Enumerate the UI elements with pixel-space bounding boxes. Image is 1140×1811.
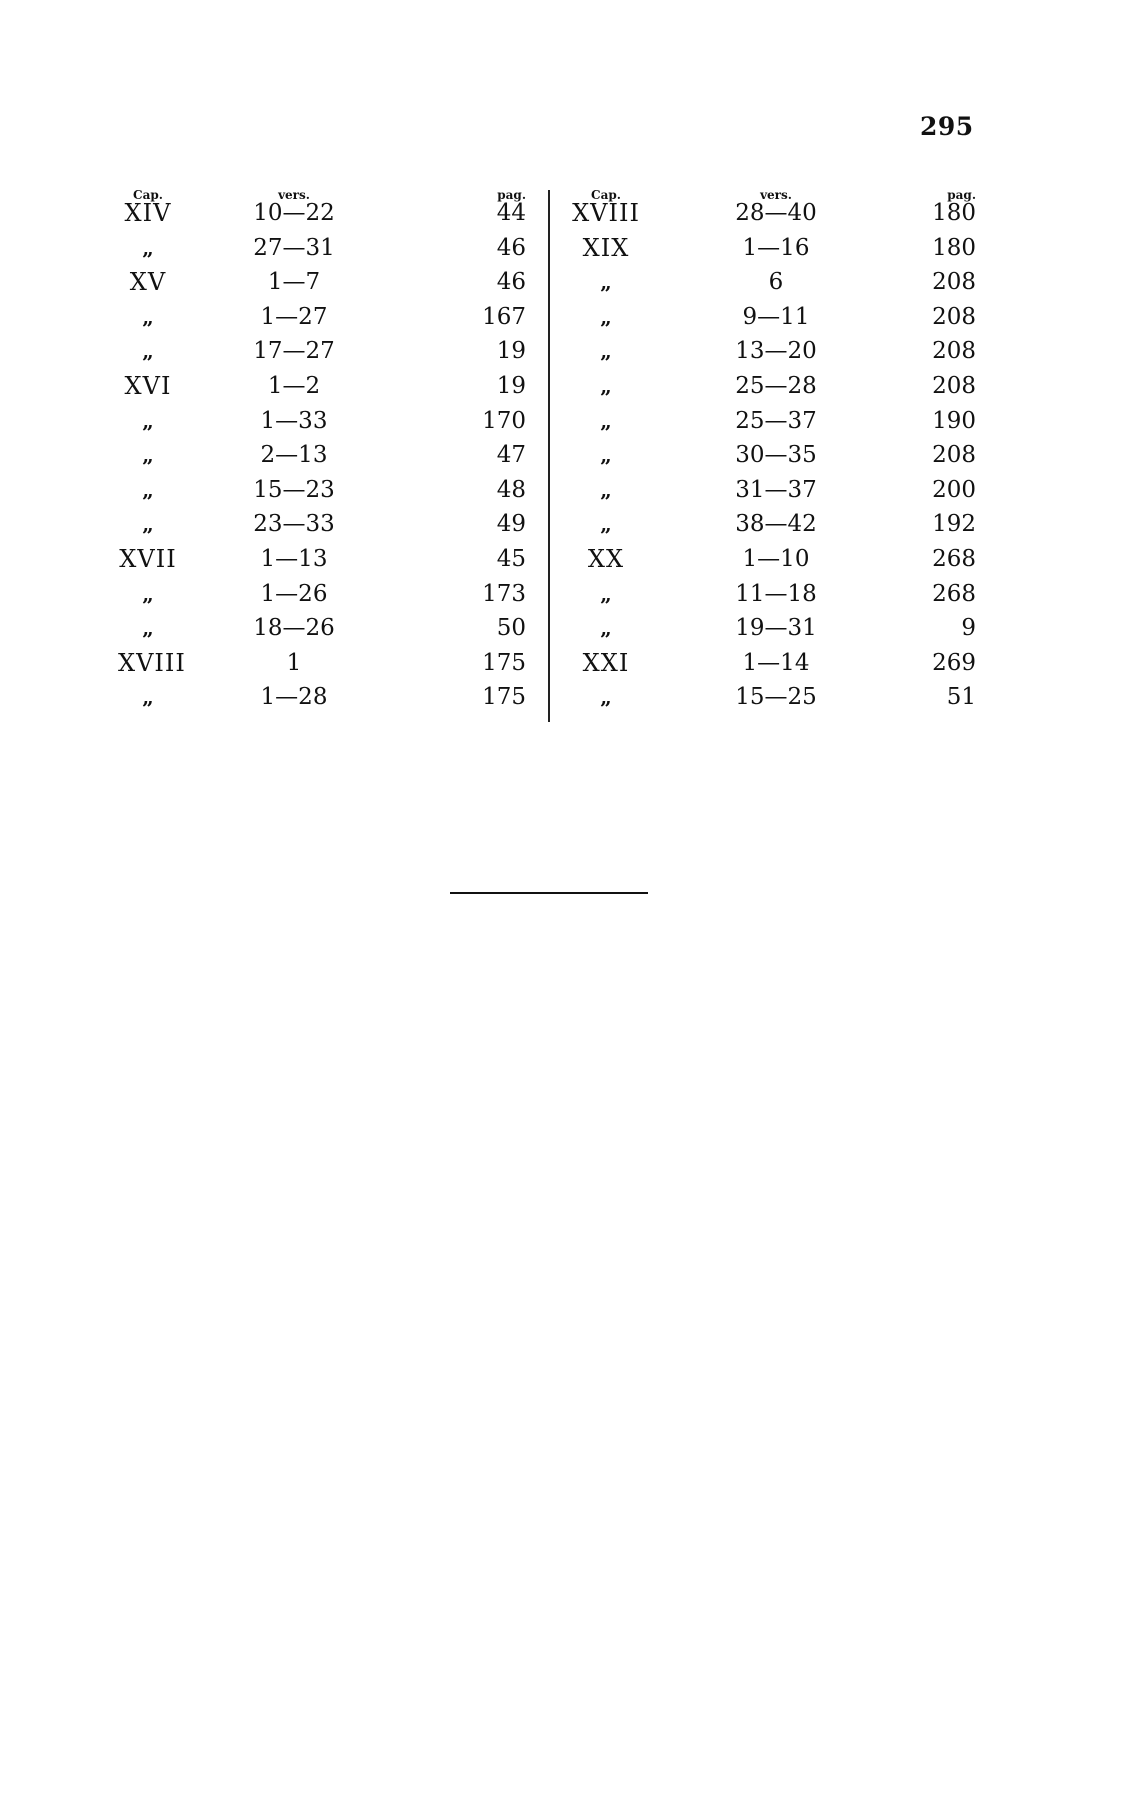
chapter-cell: „ bbox=[600, 477, 612, 502]
verses-cell: 1 bbox=[286, 649, 302, 676]
verses-cell: 31—37 bbox=[735, 476, 817, 503]
index-row bbox=[566, 646, 986, 680]
verses-cell: 15—25 bbox=[735, 684, 817, 711]
page-cell: 9 bbox=[961, 615, 976, 642]
index-row bbox=[118, 646, 538, 680]
chapter-cell: „ bbox=[142, 304, 154, 329]
header-pag: pag. bbox=[947, 188, 976, 202]
header-pag: pag. bbox=[497, 188, 526, 202]
index-row bbox=[566, 231, 986, 265]
chapter-cell: XVIII bbox=[118, 648, 186, 677]
index-row bbox=[118, 231, 538, 265]
chapter-cell: „ bbox=[142, 477, 154, 502]
page-cell: 208 bbox=[932, 338, 976, 365]
page-cell: 208 bbox=[932, 442, 976, 469]
index-row bbox=[566, 438, 986, 472]
page-number: 295 bbox=[920, 112, 974, 141]
header-cap: Cap. bbox=[133, 188, 163, 202]
chapter-cell: XV bbox=[129, 268, 167, 297]
verses-cell: 23—33 bbox=[253, 511, 335, 538]
chapter-cell: XIX bbox=[582, 233, 630, 262]
index-row bbox=[566, 507, 986, 541]
index-row bbox=[566, 680, 986, 714]
page-cell: 208 bbox=[932, 269, 976, 296]
index-row bbox=[118, 438, 538, 472]
index-row bbox=[118, 611, 538, 645]
header-vers: vers. bbox=[278, 188, 310, 202]
page-cell: 175 bbox=[482, 684, 526, 711]
chapter-cell: XVI bbox=[124, 372, 172, 400]
verses-cell: 27—31 bbox=[253, 234, 335, 261]
page-cell: 51 bbox=[946, 684, 976, 711]
verses-cell: 2—13 bbox=[260, 442, 328, 469]
index-row bbox=[118, 265, 538, 299]
verses-cell: 1—2 bbox=[267, 373, 321, 399]
chapter-cell: XIV bbox=[124, 199, 172, 227]
index-row bbox=[118, 369, 538, 403]
verses-cell: 1—27 bbox=[260, 303, 328, 330]
verses-cell: 18—26 bbox=[253, 615, 335, 642]
index-row bbox=[566, 334, 986, 368]
index-row bbox=[118, 196, 538, 230]
chapter-cell: XX bbox=[587, 545, 625, 573]
verses-cell: 19—31 bbox=[735, 615, 817, 642]
verses-cell: 10—22 bbox=[253, 200, 335, 226]
column-divider bbox=[548, 190, 550, 722]
page-cell: 46 bbox=[496, 234, 526, 261]
chapter-cell: „ bbox=[600, 374, 612, 398]
page-cell: 49 bbox=[496, 511, 526, 538]
page-cell: 268 bbox=[932, 546, 976, 572]
verses-cell: 6 bbox=[768, 269, 784, 296]
index-row bbox=[566, 404, 986, 438]
verses-cell: 1—28 bbox=[260, 684, 328, 711]
page-cell: 19 bbox=[496, 338, 526, 365]
page-cell: 19 bbox=[496, 373, 526, 399]
verses-cell: 17—27 bbox=[253, 338, 335, 365]
closing-rule bbox=[450, 892, 648, 894]
verses-cell: 1—26 bbox=[260, 580, 328, 607]
page-cell: 208 bbox=[932, 373, 976, 399]
header-vers: vers. bbox=[760, 188, 792, 202]
verses-cell: 25—37 bbox=[735, 407, 817, 434]
verses-cell: 13—20 bbox=[735, 338, 817, 365]
verses-cell: 1—33 bbox=[260, 407, 328, 434]
page-cell: 48 bbox=[496, 476, 526, 503]
page-cell: 190 bbox=[932, 407, 976, 434]
chapter-cell: „ bbox=[142, 616, 154, 641]
page-cell: 46 bbox=[496, 269, 526, 296]
chapter-cell: „ bbox=[600, 443, 612, 468]
verses-cell: 1—16 bbox=[742, 234, 810, 261]
header-cap: Cap. bbox=[591, 188, 621, 202]
index-row bbox=[118, 300, 538, 334]
index-row bbox=[566, 300, 986, 334]
page-cell: 208 bbox=[932, 303, 976, 330]
index-row bbox=[566, 611, 986, 645]
index-row bbox=[118, 334, 538, 368]
index-row bbox=[118, 577, 538, 611]
index-row bbox=[118, 507, 538, 541]
verses-cell: 1—7 bbox=[267, 269, 321, 296]
page-cell: 269 bbox=[932, 649, 976, 676]
chapter-verse-index-table bbox=[118, 188, 976, 728]
page-cell: 192 bbox=[932, 511, 976, 538]
chapter-cell: „ bbox=[600, 581, 612, 606]
chapter-cell: „ bbox=[600, 339, 612, 364]
index-row bbox=[566, 473, 986, 507]
verses-cell: 1—13 bbox=[260, 546, 328, 572]
chapter-cell: XVIII bbox=[572, 199, 640, 227]
verses-cell: 1—10 bbox=[742, 546, 810, 572]
chapter-cell: „ bbox=[142, 685, 154, 710]
index-row bbox=[118, 542, 538, 576]
verses-cell: 1—14 bbox=[742, 649, 810, 676]
page-cell: 47 bbox=[496, 442, 526, 469]
page-cell: 167 bbox=[482, 303, 526, 330]
chapter-cell: „ bbox=[600, 304, 612, 329]
chapter-cell: „ bbox=[600, 270, 612, 295]
verses-cell: 38—42 bbox=[735, 511, 817, 538]
verses-cell: 30—35 bbox=[735, 442, 817, 469]
index-row bbox=[118, 404, 538, 438]
chapter-cell: „ bbox=[142, 581, 154, 606]
page-cell: 45 bbox=[496, 546, 526, 572]
chapter-cell: „ bbox=[142, 443, 154, 468]
index-row bbox=[566, 369, 986, 403]
index-row bbox=[566, 196, 986, 230]
chapter-cell: „ bbox=[600, 685, 612, 710]
chapter-cell: XXI bbox=[582, 648, 630, 677]
chapter-cell: XVII bbox=[119, 545, 177, 573]
verses-cell: 25—28 bbox=[735, 373, 817, 399]
page-cell: 170 bbox=[482, 407, 526, 434]
page-cell: 180 bbox=[932, 234, 976, 261]
chapter-cell: „ bbox=[600, 512, 612, 537]
chapter-cell: „ bbox=[600, 616, 612, 641]
chapter-cell: „ bbox=[600, 408, 612, 433]
index-row bbox=[118, 473, 538, 507]
index-row bbox=[566, 265, 986, 299]
index-row bbox=[566, 577, 986, 611]
page-cell: 268 bbox=[932, 580, 976, 607]
chapter-cell: „ bbox=[142, 408, 154, 433]
verses-cell: 15—23 bbox=[253, 476, 335, 503]
verses-cell: 11—18 bbox=[735, 580, 817, 607]
verses-cell: 9—11 bbox=[742, 303, 810, 330]
page-cell: 44 bbox=[496, 200, 526, 226]
page-cell: 50 bbox=[496, 615, 526, 642]
page-cell: 175 bbox=[482, 649, 526, 676]
chapter-cell: „ bbox=[142, 235, 154, 260]
index-row bbox=[118, 680, 538, 714]
verses-cell: 28—40 bbox=[735, 200, 817, 226]
chapter-cell: „ bbox=[142, 339, 154, 364]
page-cell: 180 bbox=[932, 200, 976, 226]
chapter-cell: „ bbox=[142, 512, 154, 537]
page-cell: 200 bbox=[932, 476, 976, 503]
index-row bbox=[566, 542, 986, 576]
page-cell: 173 bbox=[482, 580, 526, 607]
